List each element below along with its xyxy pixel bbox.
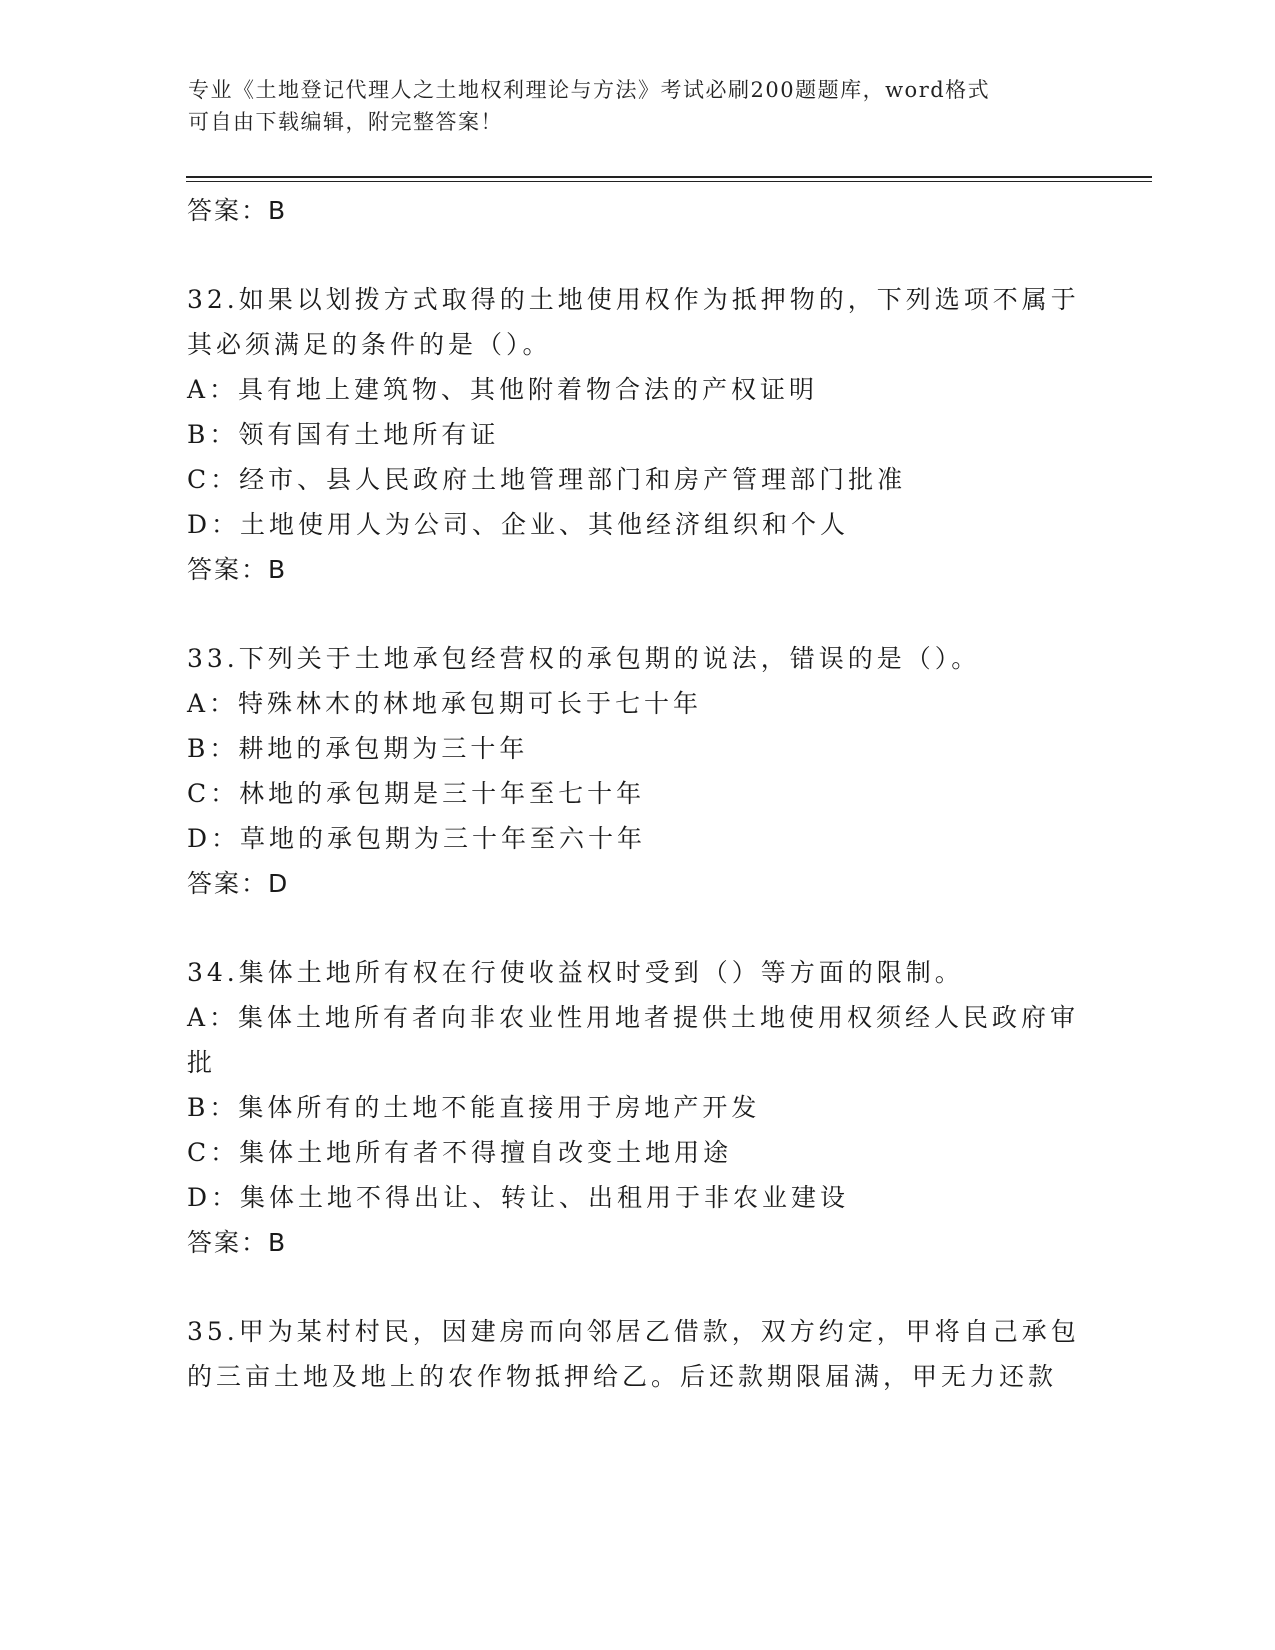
- page-header: [188, 74, 1068, 138]
- option-d: D：土地使用人为公司、企业、其他经济组织和个人: [187, 510, 850, 539]
- question-list: [187, 188, 1087, 1399]
- answer: 答案：B: [187, 1228, 288, 1257]
- header-line-1: 专业《土地登记代理人之土地权利理论与方法》考试必刷200题题库，word格式: [188, 78, 991, 102]
- question-stem-line: 35.甲为某村村民，因建房而向邻居乙借款，双方约定，甲将自己承包: [187, 1317, 1080, 1346]
- question-33: [187, 636, 1087, 906]
- question-stem-line: 33.下列关于土地承包经营权的承包期的说法，错误的是（）。: [187, 644, 981, 673]
- question-stem-line: 32.如果以划拨方式取得的土地使用权作为抵押物的，下列选项不属于: [187, 285, 1080, 314]
- spacer: [187, 233, 1087, 277]
- question-34: [187, 950, 1087, 1265]
- option-c: C：集体土地所有者不得擅自改变土地用途: [187, 1138, 733, 1167]
- option-a: A：特殊林木的林地承包期可长于七十年: [187, 689, 703, 718]
- option-a-continued: 批: [187, 1048, 217, 1077]
- spacer: [187, 1265, 1087, 1309]
- spacer: [187, 906, 1087, 950]
- option-b: B：耕地的承包期为三十年: [187, 734, 529, 763]
- previous-answer: 答案：B: [187, 196, 288, 225]
- option-a: A：具有地上建筑物、其他附着物合法的产权证明: [187, 375, 819, 404]
- question-32: [187, 277, 1087, 592]
- question-35: [187, 1309, 1087, 1399]
- question-stem-line: 34.集体土地所有权在行使收益权时受到（）等方面的限制。: [187, 958, 964, 987]
- answer: 答案：B: [187, 555, 288, 584]
- option-a: A：集体土地所有者向非农业性用地者提供土地使用权须经人民政府审: [187, 1003, 1080, 1032]
- option-b: B：领有国有土地所有证: [187, 420, 500, 449]
- spacer: [187, 592, 1087, 636]
- header-rule-thick: [186, 176, 1152, 178]
- option-d: D：草地的承包期为三十年至六十年: [187, 824, 647, 853]
- option-c: C：经市、县人民政府土地管理部门和房产管理部门批准: [187, 465, 907, 494]
- question-stem-line: 其必须满足的条件的是（）。: [187, 330, 552, 359]
- option-c: C：林地的承包期是三十年至七十年: [187, 779, 646, 808]
- header-line-2: 可自由下载编辑，附完整答案！: [188, 110, 503, 134]
- answer: 答案：D: [187, 869, 290, 898]
- option-d: D：集体土地不得出让、转让、出租用于非农业建设: [187, 1183, 850, 1212]
- question-stem-line: 的三亩土地及地上的农作物抵押给乙。后还款期限届满，甲无力还款: [187, 1362, 1058, 1391]
- header-rule-thin: [186, 181, 1152, 182]
- option-b: B：集体所有的土地不能直接用于房地产开发: [187, 1093, 761, 1122]
